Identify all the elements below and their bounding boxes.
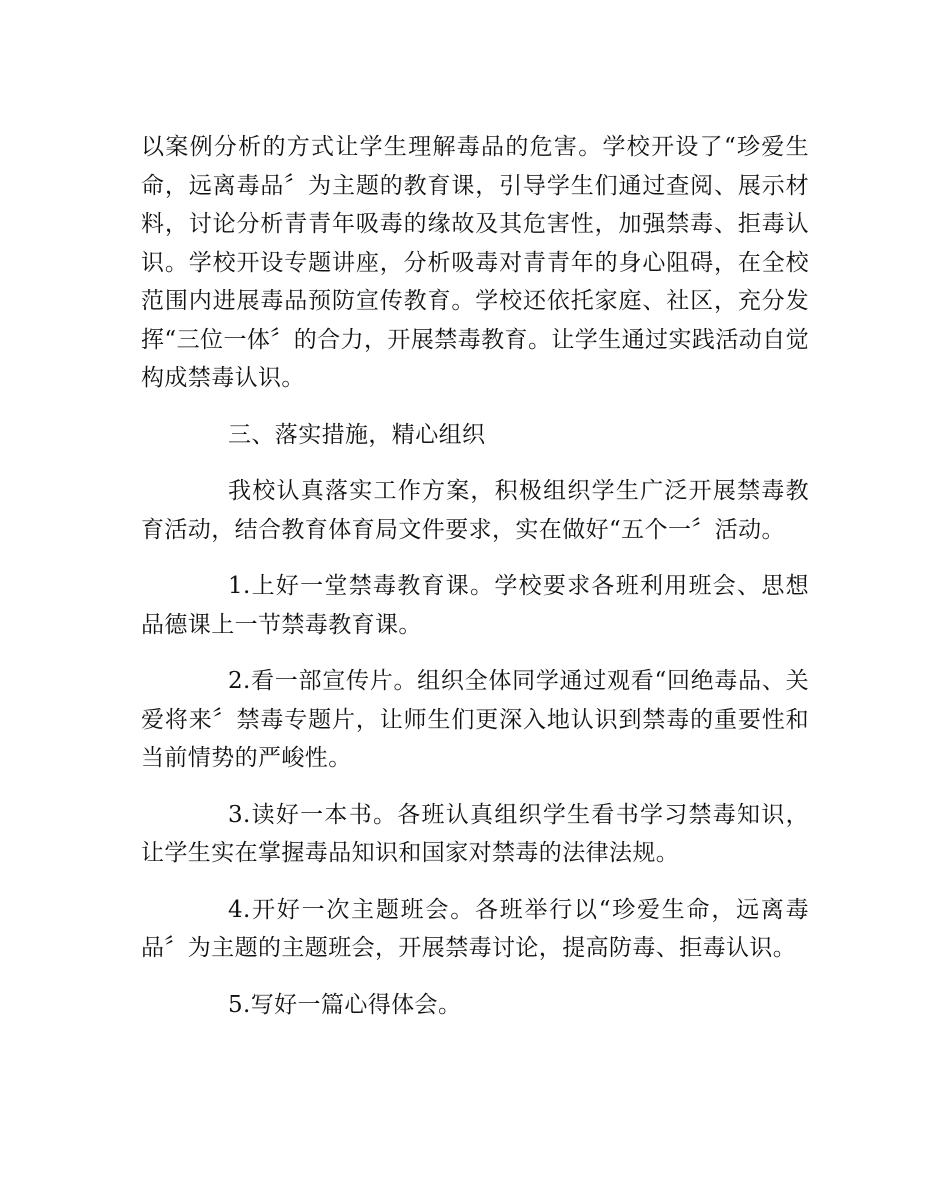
section-heading-implement-measures: 三、落实措施，精心组织 [228, 421, 486, 448]
list-item-5: 5.写好一篇心得体会。 [228, 991, 462, 1018]
document-body [141, 128, 809, 1042]
list-item-4: 4.开好一次主题班会。各班举行以“珍爱生命，远离毒品〞为主题的主题班会，开展禁毒讨论，提高防毒、拒毒认识。 [141, 896, 809, 961]
paragraph-case-analysis: 以案例分析的方式让学生理解毒品的危害。学校开设了“珍爱生命，远离毒品〞为主题的教育课，引导学生们通过查阅、展示材料，讨论分析青青年吸毒的缘故及其危害性，加强禁毒、拒毒认识。学校开设专题讲座，分析吸毒对青青年的身心阻碍，在全校范围内进展毒品预防宣传教育。学校还依托家庭、社区，充分发挥“三位一体〞的合力，开展禁毒教育。让学生通过实践活动自觉构成禁毒认识。 [141, 134, 809, 391]
paragraph-work-plan: 我校认真落实工作方案，积极组织学生广泛开展禁毒教育活动，结合教育体育局文件要求，实在做好“五个一〞活动。 [141, 478, 809, 543]
list-item-3: 3.读好一本书。各班认真组织学生看书学习禁毒知识，让学生实在掌握毒品知识和国家对禁毒的法律法规。 [141, 801, 809, 866]
list-item-1: 1.上好一堂禁毒教育课。学校要求各班利用班会、思想品德课上一节禁毒教育课。 [141, 573, 809, 638]
list-item-2: 2.看一部宣传片。组织全体同学通过观看“回绝毒品、关爱将来〞禁毒专题片，让师生们更深入地认识到禁毒的重要性和当前情势的严峻性。 [141, 668, 809, 771]
